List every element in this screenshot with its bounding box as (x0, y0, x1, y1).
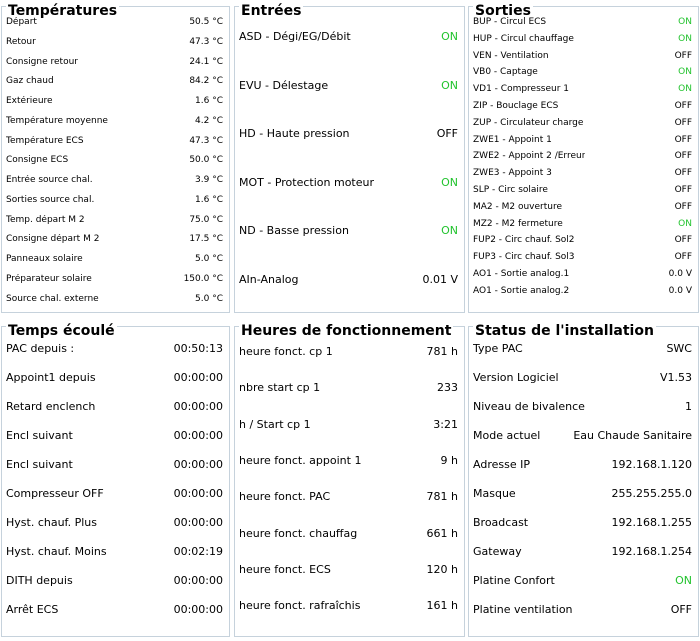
entrees-value: ON (441, 30, 458, 43)
sorties-label: VEN - Ventilation (473, 50, 549, 61)
temps-panel (1, 323, 230, 637)
temps-row (6, 400, 223, 413)
temperatures-row (6, 37, 223, 47)
temperatures-value: 17.5 °C (189, 234, 223, 245)
sorties-row (473, 151, 692, 161)
temperatures-row (6, 294, 223, 304)
status-row (473, 487, 692, 500)
temps-value: 00:00:00 (173, 487, 223, 500)
heures-panel (234, 323, 465, 637)
temperatures-row (6, 254, 223, 264)
entrees-value: ON (441, 175, 458, 189)
sorties-label: HUP - Circul chauffage (473, 33, 574, 44)
entrees-label: EVU - Délestage (239, 78, 329, 92)
temps-row (6, 545, 223, 558)
status-value: 255.255.255.0 (611, 487, 692, 500)
entrees-row (239, 30, 458, 43)
temperatures-value: 47.3 °C (189, 36, 223, 47)
temperatures-row (6, 136, 223, 146)
sorties-value: OFF (674, 117, 692, 128)
sorties-row (473, 84, 692, 94)
temperatures-label: Préparateur solaire (6, 273, 92, 284)
status-label: Type PAC (473, 342, 523, 355)
temps-value: 00:00:00 (173, 458, 223, 471)
heures-value: 781 h (426, 490, 458, 504)
sorties-value: OFF (674, 201, 692, 212)
temps-row (6, 603, 223, 616)
sorties-row (473, 51, 692, 61)
temperatures-label: Température ECS (6, 135, 84, 146)
entrees-label: ND - Basse pression (239, 224, 349, 238)
sorties-row (473, 269, 692, 279)
sorties-row (473, 135, 692, 145)
status-value: V1.53 (659, 371, 692, 384)
temps-label: PAC depuis : (6, 342, 75, 355)
status-label: Version Logiciel (473, 371, 559, 384)
temperatures-label: Temp. départ M 2 (6, 214, 85, 225)
heures-row (239, 527, 458, 540)
heures-row (239, 418, 458, 431)
sorties-value: OFF (674, 168, 692, 179)
sorties-row (473, 185, 692, 195)
temps-label: Compresseur OFF (6, 487, 104, 500)
sorties-value: ON (678, 33, 692, 44)
temps-label: Appoint1 depuis (6, 371, 96, 384)
heures-label: nbre start cp 1 (239, 381, 321, 395)
heures-row (239, 490, 458, 503)
temps-value: 00:50:13 (173, 342, 223, 355)
status-label: Adresse IP (473, 458, 530, 471)
status-title: Status de l'installation (475, 323, 654, 339)
status-row (473, 545, 692, 558)
temps-row (6, 458, 223, 471)
heures-label: h / Start cp 1 (239, 417, 311, 431)
sorties-value: ON (678, 67, 692, 78)
sorties-label: MZ2 - M2 fermeture (473, 218, 563, 229)
heures-value: 120 h (426, 562, 458, 576)
heures-label: heure fonct. cp 1 (239, 345, 333, 358)
sorties-value: OFF (674, 134, 692, 145)
status-label: Niveau de bivalence (473, 400, 585, 413)
entrees-row (239, 176, 458, 189)
temperatures-value: 50.5 °C (189, 17, 223, 27)
status-panel (468, 323, 699, 637)
entrees-value: ON (441, 78, 458, 92)
entrees-label: HD - Haute pression (239, 127, 350, 141)
heures-value: 233 (437, 381, 458, 395)
status-label: Mode actuel (473, 429, 541, 442)
temps-row (6, 342, 223, 355)
entrees-value: 0.01 V (422, 273, 458, 286)
temps-value: 00:02:19 (173, 545, 223, 558)
sorties-label: ZUP - Circulateur charge (473, 117, 584, 128)
status-row (473, 574, 692, 587)
heures-title: Heures de fonctionnement (241, 323, 452, 339)
heures-value: 3:21 (433, 417, 458, 431)
temperatures-label: Extérieure (6, 96, 53, 106)
status-row (473, 400, 692, 413)
status-row (473, 429, 692, 442)
sorties-title: Sorties (475, 3, 531, 19)
sorties-row (473, 118, 692, 128)
sorties-row (473, 252, 692, 262)
entrees-panel (234, 3, 465, 313)
temps-label: Hyst. chauf. Plus (6, 516, 98, 529)
heures-row (239, 345, 458, 358)
temperatures-row (6, 76, 223, 86)
temperatures-row (6, 234, 223, 244)
temps-row (6, 516, 223, 529)
temperatures-value: 47.3 °C (189, 135, 223, 146)
temperatures-label: Température moyenne (6, 115, 108, 126)
sorties-value: OFF (674, 50, 692, 61)
entrees-title: Entrées (241, 3, 302, 19)
sorties-value: OFF (674, 101, 692, 111)
temperatures-value: 50.0 °C (189, 155, 223, 166)
sorties-row (473, 168, 692, 178)
temperatures-value: 24.1 °C (189, 56, 223, 67)
status-row (473, 371, 692, 384)
sorties-row (473, 34, 692, 44)
temperatures-row (6, 57, 223, 67)
temperatures-row (6, 215, 223, 225)
temps-value: 00:00:00 (173, 516, 223, 529)
sorties-value: ON (678, 17, 692, 27)
heures-row (239, 563, 458, 576)
sorties-row (473, 219, 692, 229)
sorties-label: SLP - Circ solaire (473, 185, 548, 195)
temperatures-label: Gaz chaud (6, 76, 54, 87)
temps-value: 00:00:00 (173, 603, 223, 616)
sorties-label: ZWE1 - Appoint 1 (473, 134, 552, 145)
sorties-label: MA2 - M2 ouverture (473, 201, 563, 212)
sorties-label: ZWE3 - Appoint 3 (473, 168, 552, 179)
heures-row (239, 599, 458, 612)
sorties-label: VB0 - Captage (473, 67, 538, 78)
status-value: 192.168.1.255 (611, 516, 692, 529)
entrees-row (239, 127, 458, 140)
sorties-value: ON (678, 84, 692, 95)
temperatures-label: Entrée source chal. (6, 175, 93, 185)
temps-row (6, 371, 223, 384)
status-value: ON (675, 574, 692, 587)
temps-label: Encl suivant (6, 429, 73, 442)
status-row (473, 516, 692, 529)
status-row (473, 342, 692, 355)
entrees-label: AIn-Analog (239, 273, 299, 286)
heures-row (239, 454, 458, 467)
status-label: Broadcast (473, 516, 529, 529)
status-row (473, 458, 692, 471)
heures-label: heure fonct. appoint 1 (239, 453, 362, 467)
sorties-value: OFF (674, 151, 692, 162)
status-row (473, 603, 692, 616)
temperatures-label: Départ (6, 17, 37, 27)
temperatures-label: Retour (6, 36, 36, 47)
temps-value: 00:00:00 (173, 574, 223, 587)
sorties-label: ZWE2 - Appoint 2 /Erreur (473, 151, 586, 162)
temperatures-row (6, 195, 223, 205)
temps-label: Hyst. chauf. Moins (6, 545, 107, 558)
temps-label: Retard enclench (6, 400, 96, 413)
entrees-value: OFF (436, 127, 458, 141)
temps-value: 00:00:00 (173, 371, 223, 384)
temperatures-row (6, 175, 223, 185)
heures-row (239, 381, 458, 394)
temperatures-row (6, 96, 223, 106)
heures-value: 161 h (426, 599, 458, 613)
temperatures-value: 3.9 °C (195, 175, 223, 185)
temps-label: Encl suivant (6, 458, 73, 471)
entrees-row (239, 273, 458, 286)
sorties-label: FUP2 - Circ chauf. Sol2 (473, 235, 575, 246)
temperatures-label: Consigne retour (6, 56, 78, 67)
sorties-value: ON (678, 218, 692, 229)
status-value: SWC (666, 342, 692, 355)
entrees-row (239, 79, 458, 92)
sorties-row (473, 17, 692, 27)
temps-label: Arrêt ECS (6, 603, 59, 616)
sorties-row (473, 67, 692, 77)
heures-label: heure fonct. chauffag (239, 526, 358, 540)
temperatures-row (6, 17, 223, 27)
temps-value: 00:00:00 (173, 429, 223, 442)
temperatures-value: 150.0 °C (183, 273, 223, 284)
sorties-panel (468, 3, 699, 313)
sorties-value: 0.0 V (668, 285, 692, 296)
temperatures-label: Source chal. externe (6, 293, 99, 304)
temperatures-value: 75.0 °C (189, 214, 223, 225)
sorties-value: OFF (674, 252, 692, 263)
sorties-label: BUP - Circul ECS (473, 17, 547, 27)
temps-row (6, 429, 223, 442)
heures-value: 9 h (440, 453, 458, 467)
temps-row (6, 574, 223, 587)
temperatures-value: 1.6 °C (195, 96, 223, 106)
status-value: 192.168.1.120 (611, 458, 692, 471)
temperatures-value: 5.0 °C (195, 254, 223, 264)
sorties-label: ZIP - Bouclage ECS (473, 101, 559, 111)
temperatures-value: 1.6 °C (195, 194, 223, 205)
temps-title: Temps écoulé (8, 323, 115, 339)
temperatures-value: 4.2 °C (195, 115, 223, 126)
heures-label: heure fonct. rafraîchis (239, 599, 361, 613)
status-value: 192.168.1.254 (611, 545, 692, 558)
temperatures-row (6, 155, 223, 165)
sorties-row (473, 101, 692, 111)
status-label: Platine ventilation (473, 603, 573, 616)
sorties-value: OFF (674, 185, 692, 195)
temperatures-value: 5.0 °C (195, 293, 223, 304)
entrees-label: ASD - Dégi/EG/Débit (239, 30, 351, 43)
temps-value: 00:00:00 (173, 400, 223, 413)
sorties-value: 0.0 V (668, 269, 692, 279)
status-value: OFF (670, 603, 692, 616)
temperatures-label: Consigne départ M 2 (6, 234, 100, 245)
sorties-row (473, 286, 692, 296)
heures-value: 781 h (426, 345, 458, 358)
status-value: Eau Chaude Sanitaire (573, 429, 692, 442)
sorties-label: FUP3 - Circ chauf. Sol3 (473, 252, 575, 263)
entrees-value: ON (441, 224, 458, 238)
heures-label: heure fonct. ECS (239, 562, 331, 576)
sorties-label: AO1 - Sortie analog.2 (473, 285, 570, 296)
heures-label: heure fonct. PAC (239, 490, 331, 504)
entrees-label: MOT - Protection moteur (239, 175, 374, 189)
temperatures-row (6, 116, 223, 126)
temperatures-value: 84.2 °C (189, 76, 223, 87)
temps-label: DITH depuis (6, 574, 73, 587)
status-value: 1 (685, 400, 692, 413)
temperatures-label: Sorties source chal. (6, 194, 95, 205)
temperatures-label: Consigne ECS (6, 155, 69, 166)
sorties-value: OFF (674, 235, 692, 246)
status-label: Masque (473, 487, 516, 500)
sorties-row (473, 202, 692, 212)
temperatures-label: Panneaux solaire (6, 254, 83, 264)
entrees-row (239, 224, 458, 237)
sorties-label: AO1 - Sortie analog.1 (473, 269, 570, 279)
sorties-row (473, 235, 692, 245)
temperatures-title: Températures (8, 3, 118, 19)
status-label: Platine Confort (473, 574, 555, 587)
temps-row (6, 487, 223, 500)
status-label: Gateway (473, 545, 522, 558)
heures-value: 661 h (426, 526, 458, 540)
temperatures-row (6, 274, 223, 284)
temperatures-panel (1, 3, 230, 313)
sorties-label: VD1 - Compresseur 1 (473, 84, 569, 95)
